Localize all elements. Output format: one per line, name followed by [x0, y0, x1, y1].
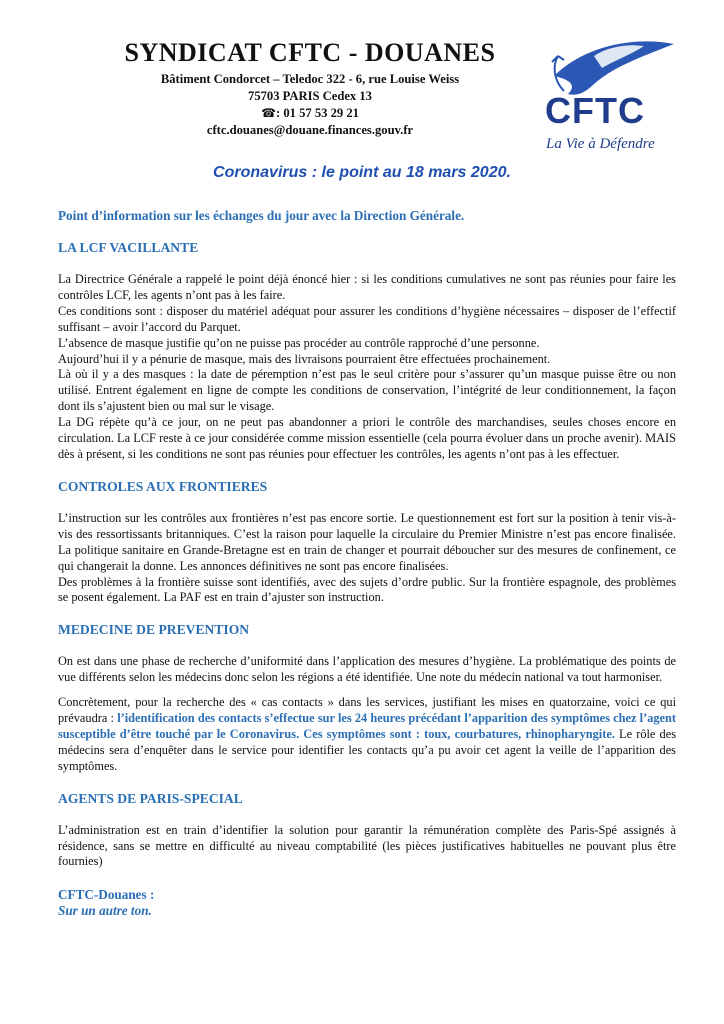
paragraph: L’absence de masque justifie qu’on ne puisse pas procéder au contrôle rapproché d’une personne. — [58, 335, 540, 350]
org-name: SYNDICAT CFTC - DOUANES — [124, 38, 496, 67]
paragraph: L’administration est en train d’identifier la solution pour garantir la rémunération complète des Paris-Spé assignés à résidence, sans se mettre en difficulté au niveau comptabilité (les pièces justificatives habituelles ne pouvant plus être fournies) — [58, 822, 676, 869]
paragraph: La DG répète qu’à ce jour, on ne peut pas abandonner a priori le contrôle des marchandises, seules choses encore en circulation. La LCF reste à ce jour considérée comme mission essentielle (cela pourra évoluer dans un proche avenir). MAIS dès à présent, si les conditions ne sont pas réunies pour effectuer les contrôles, les agents n’ont pas à les effectuer. — [58, 415, 676, 461]
logo-slogan: La Vie à Défendre — [546, 136, 655, 152]
paragraph-text: Concrètement, pour la recherche des « cas contacts » dans les services, justifiant les mises en quatorzaine, voici ce qui prévaudra : — [58, 695, 676, 726]
email-address: cftc.douanes@douane.finances.gouv.fr — [206, 123, 414, 137]
paragraph-text: Le rôle des médecins sera d’enquêter dans le service pour identifier les contacts qu’a pu avoir cet agent la veille de l’apparition des symptômes. — [58, 726, 677, 773]
document-body — [58, 208, 676, 919]
signoff-org: CFTC-Douanes : — [58, 887, 155, 903]
document-title: Coronavirus : le point au 18 mars 2020. — [213, 164, 511, 181]
address-line2: 75703 PARIS Cedex 13 — [248, 89, 372, 103]
paragraph: Des problèmes à la frontière suisse sont identifiés, avec des sujets d’ordre public. Sur la frontière espagnole, des problèmes se posent également. La PAF est en train d’ajuster son instruction. — [58, 574, 676, 605]
paragraph: Là où il y a des masques : la date de péremption n’est pas le seul critère pour s’assurer qu’un masque puisse être ou non utilisé. Entrent également en ligne de compte les conditions de conservation, l’intégrité de leur conditionnement, la façon dont ils s’ajustent bien ou mal sur le visage. — [58, 367, 676, 414]
paragraph: Ces conditions sont : disposer du matériel adéquat pour assurer les conditions d’hygiène nécessaires – disposer de l’effectif suffisant – avoir l’accord du Parquet. — [58, 303, 676, 334]
paragraph: On est dans une phase de recherche d’uniformité dans l’application des mesures d’hygiène. La problématique des points de vue différents selon les médecins donc selon les régions a été identifiée. Une note du médecin national va tout harmoniser. — [58, 654, 676, 685]
telephone-icon: ☎ — [261, 106, 277, 120]
intro-line: Point d’information sur les échanges du jour avec la Direction Générale. — [58, 208, 465, 223]
phone-number: : 01 57 53 29 21 — [276, 106, 359, 120]
paragraph: L’instruction sur les contrôles aux frontières n’est pas encore sortie. Le questionnement est fort sur la position à tenir vis-à-vis des ressortissants britanniques. C’est la raison pour laquelle la circulaire du Premier Ministre n’est pas encore finalisée. La politique sanitaire en Grande-Bretagne est en train de changer et pourrait déboucher sur des mesures de confinement, ce qui changerait la donne. Les annonces définitives ne sont pas encore finalisées. — [58, 510, 676, 573]
phone-line — [100, 105, 520, 122]
address-line1: Bâtiment Condorcet – Teledoc 322 - 6, rue Louise Weiss — [160, 72, 460, 86]
letterhead — [0, 0, 724, 160]
section-heading-lcf: LA LCF VACILLANTE — [58, 240, 199, 255]
section-heading-medecine: MEDECINE DE PREVENTION — [58, 622, 250, 638]
paragraph: Aujourd’hui il y a pénurie de masque, mais des livraisons pourraient être effectuées prochainement. — [58, 351, 551, 366]
signoff-tagline: Sur un autre ton. — [58, 903, 152, 919]
paragraph-contacts — [58, 695, 676, 775]
section-heading-frontieres: CONTROLES AUX FRONTIERES — [58, 478, 268, 494]
paragraph: La Directrice Générale a rappelé le point déjà énoncé hier : si les conditions cumulatives ne sont pas réunies pour faire les contrôles LCF, les agents n’ont pas à les faire. — [58, 272, 676, 302]
section-heading-paris-special: AGENTS DE PARIS-SPECIAL — [58, 790, 243, 806]
highlight-text: l’identification des contacts s’effectue sur les 24 heures précédant l’apparition des symptômes chez l’agent susceptible d’être touché par le Coronavirus. Ces symptômes sont : toux, courbatures, rhinopharyngite. — [58, 711, 677, 741]
logo-text: CFTC — [545, 90, 645, 131]
